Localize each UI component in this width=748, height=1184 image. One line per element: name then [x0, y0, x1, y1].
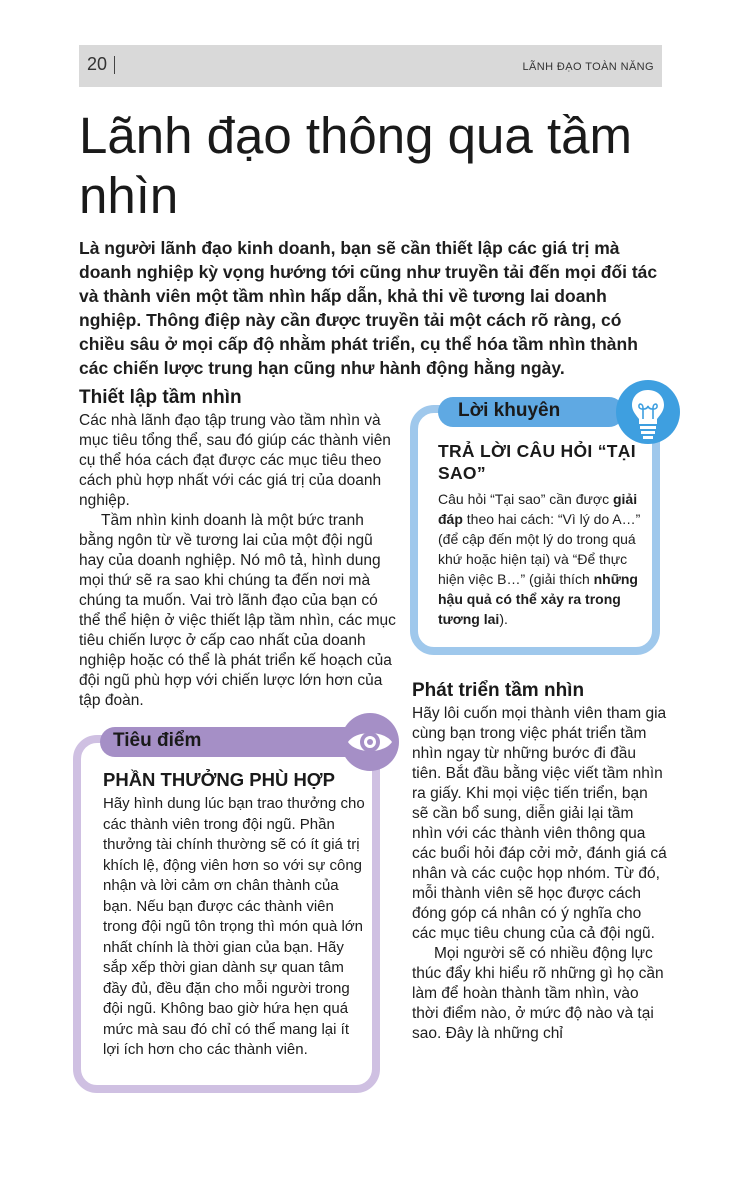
page-number: 20 — [87, 54, 108, 74]
body-paragraph: Mọi người sẽ có nhiều động lực thúc đẩy khi hiểu rõ những gì họ cần làm để hoàn thành tầm nhìn, vào thời điểm nào, ở mức độ nào và tại sao. Đây là những chỉ — [412, 945, 664, 1042]
tip-emphasis: những hậu quả có thể xảy ra trong tương lai — [438, 571, 638, 627]
tip-body — [438, 489, 643, 629]
focus-content — [103, 768, 368, 1061]
intro-paragraph: Là người lãnh đạo kinh doanh, bạn sẽ cần thiết lập các giá trị mà doanh nghiệp kỳ vọng hướng tới cũng như truyền tải đến mọi đối tác và thành viên một tầm nhìn hấp dẫn, khả thi về tương lai doanh nghiệp. Thông điệp này cần được truyền tải một cách rõ ràng, có chiều sâu ở mọi cấp độ nhằm phát triển, cụ thể hóa tầm nhìn thành các chiến lược trung hạn cũng như hành động hằng ngày. — [79, 238, 658, 378]
running-head: LÃNH ĐẠO TOÀN NĂNG — [522, 61, 654, 73]
section-set-vision — [79, 387, 399, 711]
focus-tab-label: Tiêu điểm — [113, 730, 202, 751]
tip-text: Câu hỏi “Tại sao” cần được — [438, 491, 613, 507]
tip-text: theo hai cách: “Vì lý do A…” (để cập đến một lý do trong quá khứ hoặc hiện tại) và “Để thực hiện việc B…” (giải thích — [438, 511, 641, 587]
tip-emphasis: giải đáp — [438, 491, 638, 527]
section-heading: Phát triển tầm nhìn — [412, 680, 585, 701]
header-divider — [114, 56, 115, 74]
tip-tab — [438, 397, 624, 427]
page-title: Lãnh đạo thông qua tầm nhìn — [79, 107, 632, 224]
tip-content — [438, 440, 643, 629]
tip-tab-label: Lời khuyên — [458, 400, 561, 421]
body-paragraph: Hãy lôi cuốn mọi thành viên tham gia cùng bạn trong việc phát triển tầm nhìn ngay từ những bước đi đầu tiên. Bắt đầu bằng việc viết tầm nhìn ra giấy. Khi mọi việc tiến triển, bạn sẽ cần bổ sung, diễn giải lại tầm nhìn với các thành viên thông qua các buổi hỏi đáp cởi mở, đánh giá cá nhân và các cuộc họp nhóm. Từ đó, mỗi thành viên sẽ học được cách đóng góp cá nhân có ý nghĩa cho các mục tiêu chung của cả đội ngũ. — [412, 705, 667, 942]
section-heading: Thiết lập tầm nhìn — [79, 387, 242, 408]
tip-heading: TRẢ LỜI CÂU HỎI “TẠI SAO” — [438, 441, 636, 483]
lightbulb-icon — [614, 378, 682, 446]
page-header — [79, 45, 662, 87]
body-paragraph: Các nhà lãnh đạo tập trung vào tầm nhìn và mục tiêu tổng thể, sau đó giúp các thành viên cụ thể hóa cách đạt được các mục tiêu theo cách phù hợp nhất với các giá trị của doanh nghiệp. — [79, 412, 391, 509]
eye-icon — [340, 712, 400, 772]
focus-body: Hãy hình dung lúc bạn trao thưởng cho các thành viên trong đội ngũ. Phần thưởng tài chính thường sẽ có ít giá trị khích lệ, động viên hơn so với sự công nhận và lời cảm ơn chân thành của bạn. Nếu bạn được các thành viên trong đội ngũ tôn trọng thì món quà lớn nhất chính là thời gian của bạn. Hãy sắp xếp thời gian dành sự quan tâm đầy đủ, đều đặn cho mỗi người trong đội ngũ. Không bao giờ hứa hẹn quá mức mà sau đó chỉ có thể mang lại ít lợi ích hơn cho các thành viên. — [103, 795, 365, 1058]
tip-text: ). — [499, 611, 508, 627]
section-develop-vision — [412, 680, 667, 1044]
focus-tab — [100, 727, 362, 757]
focus-heading: PHẦN THƯỞNG PHÙ HỢP — [103, 769, 335, 790]
body-paragraph: Tầm nhìn kinh doanh là một bức tranh bằng ngôn từ về tương lai của một đội ngũ hay của doanh nghiệp. Nó mô tả, hình dung mọi thứ sẽ ra sao khi chúng ta đến nơi mà chúng ta muốn. Vai trò lãnh đạo của bạn có thể thể hiện ở việc thiết lập tầm nhìn, các mục tiêu chiến lược ở cấp cao nhất của doanh nghiệp hoặc có thể là phát triển kế hoạch của đội ngũ phù hợp với chiến lược lớn hơn của tập đoàn. — [79, 512, 396, 709]
